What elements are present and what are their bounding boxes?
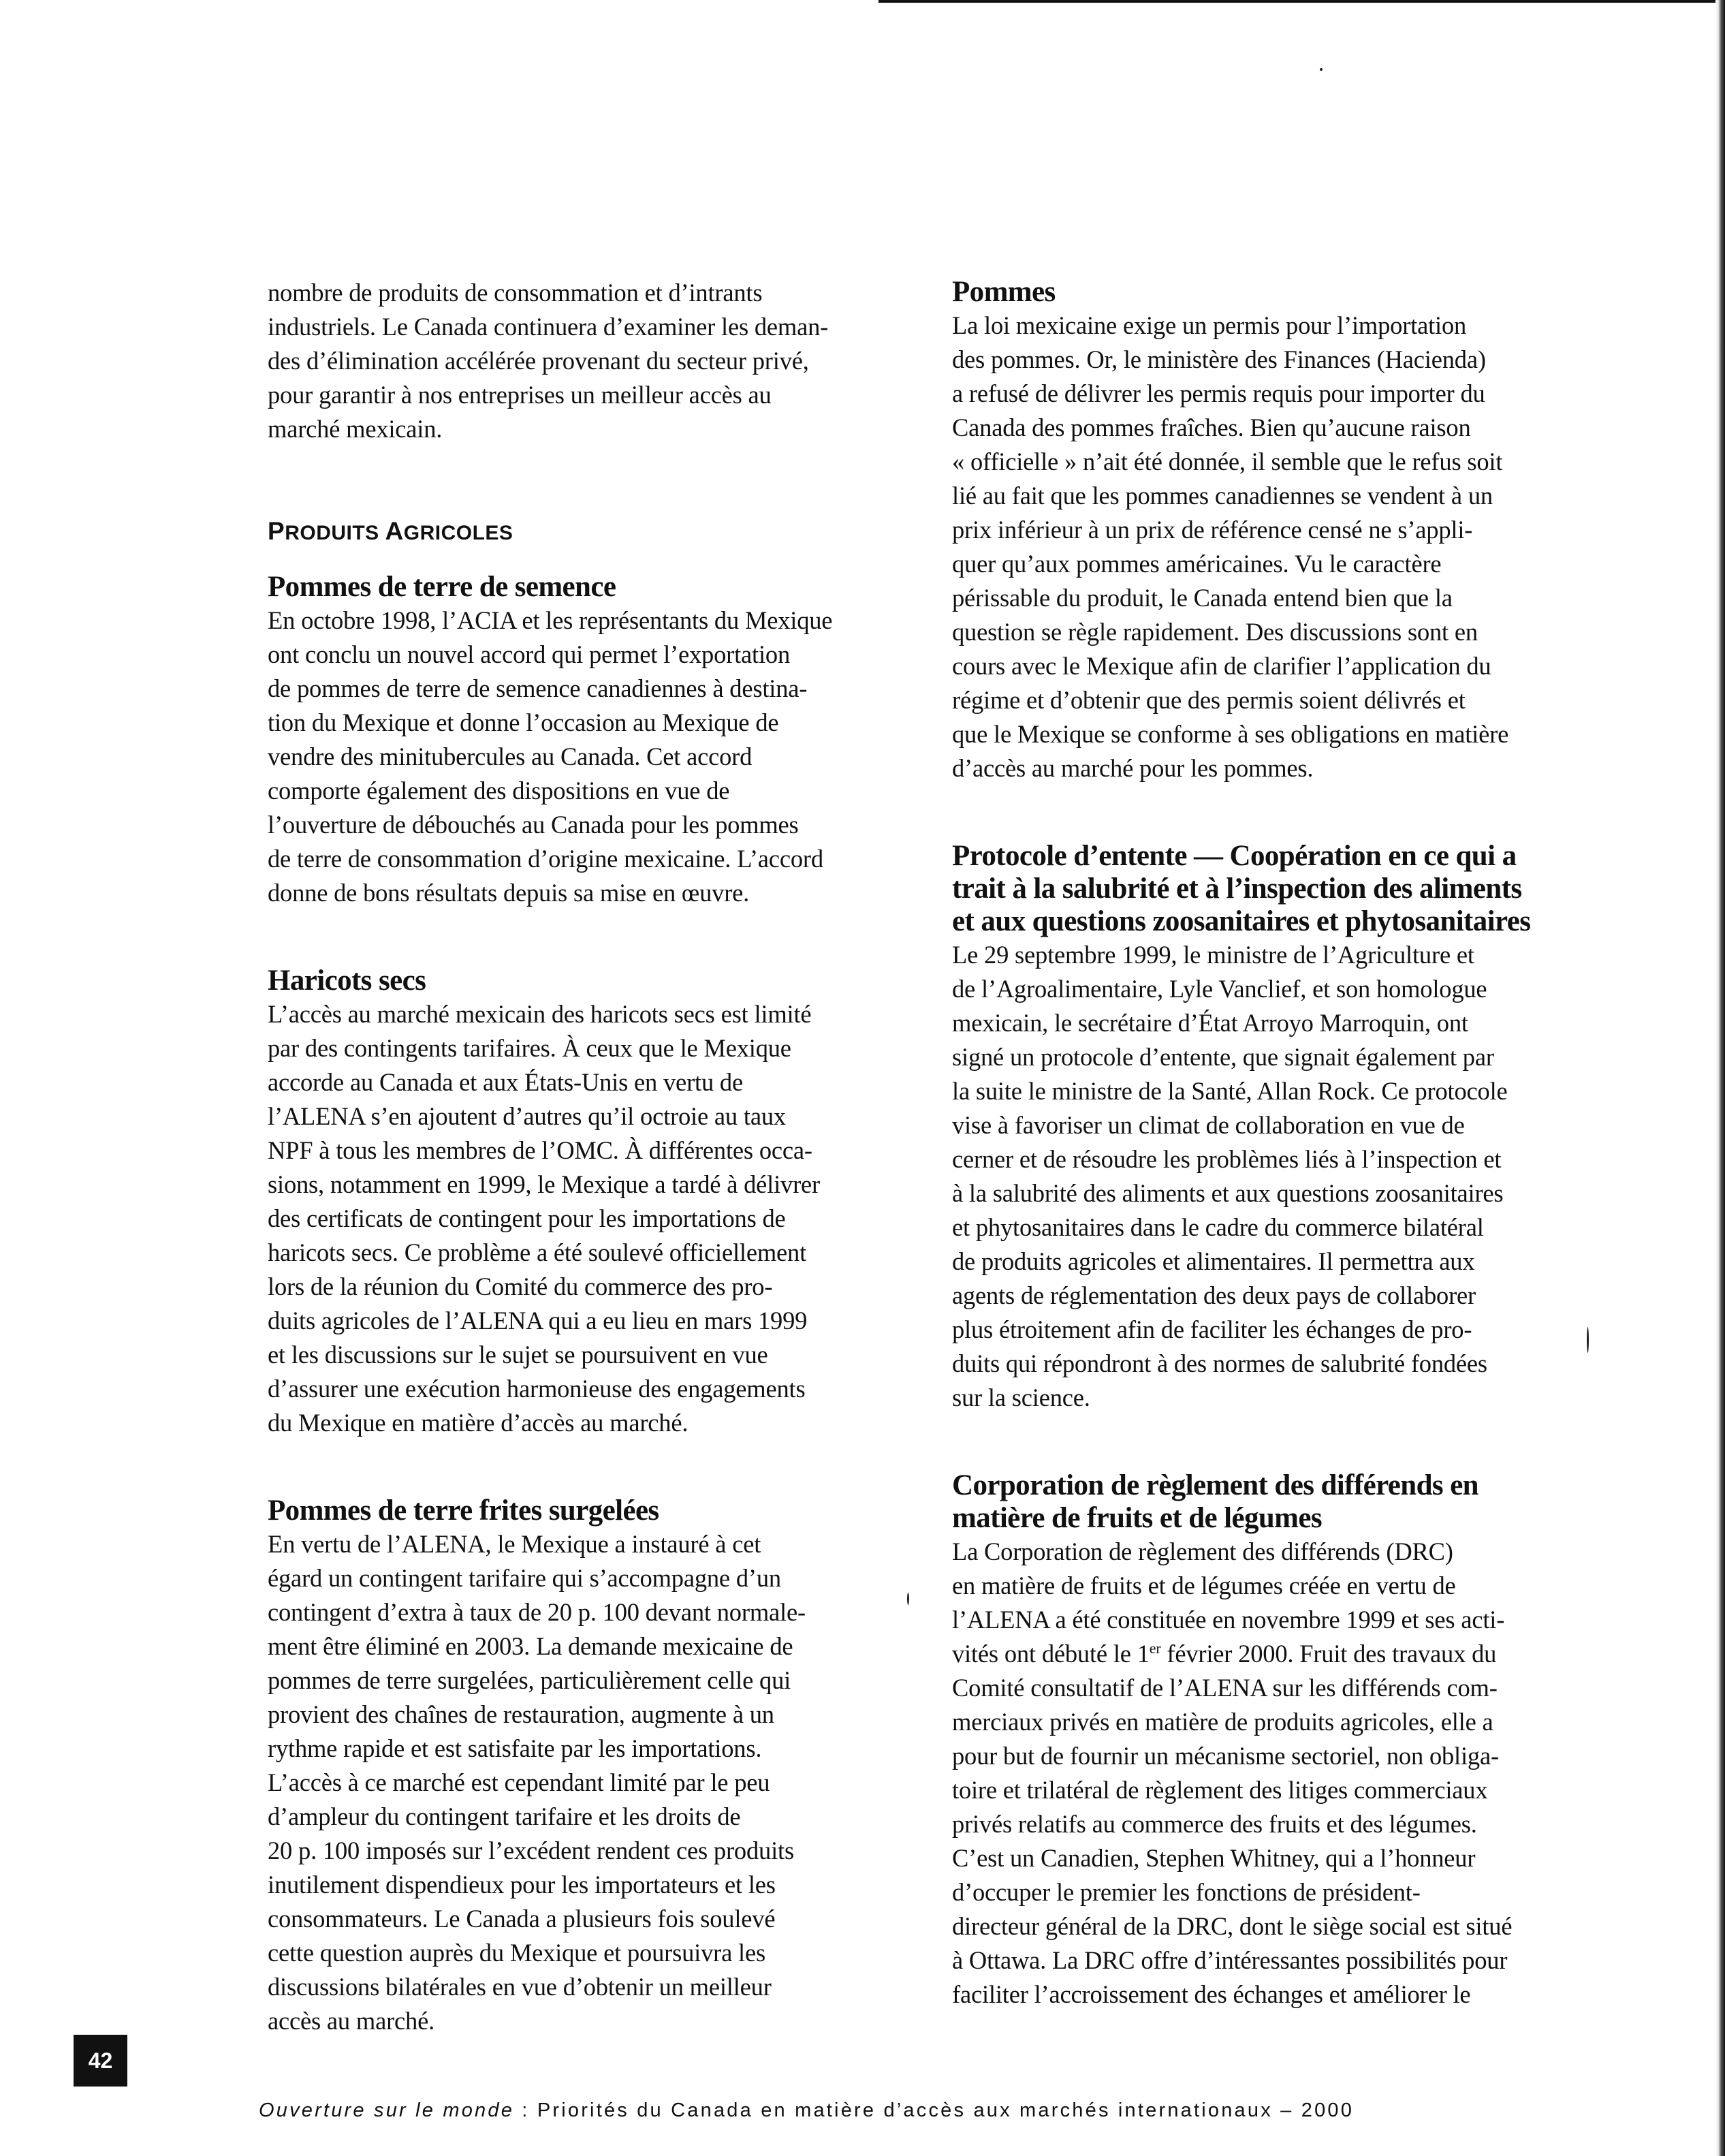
drc-paragraph: La Corporation de règlement des différends (DRC) en matière de fruits et de légumes créée en vertu de l’ALENA a été constituée en novembre 1999 et ses acti- vités ont débuté le 1er février 2000. Fruit des travaux du Comité consultatif de l’ALENA sur les différends com- merciaux privés en matière de produits agricoles, elle a pour but de fournir un mécanisme sectoriel, non obliga- toire et trilatéral de règlement des litiges commerciaux privés relatifs au commerce des fruits et des légumes. C’est un Canadien, Stephen Whitney, qui a l’honneur d’occuper le premier les fonctions de président- directeur général de la DRC, dont le siège social est situé à Ottawa. La DRC offre d’intéressantes possibilités pour faciliter l’accroissement des échanges et améliorer le <box>952 1537 1513 2008</box>
scan-edge <box>1715 0 1725 2156</box>
dry-beans-paragraph: L’accès au marché mexicain des haricots secs est limité par des contingents tarifaires. À ceux que le Mexique accorde au Canada et aux États-Unis en vertu de l’ALENA s’en ajoutent d’autres qu’il octroie au taux NPF à tous les membres de l’OMC. À différentes occa- sions, notamment en 1999, le Mexique a tardé à délivrer des certificats de contingent pour les importations de haricots secs. Ce problème a été soulevé officiellement lors de la réunion du Comité du commerce des pro- duits agricoles de l’ALENA qui a eu lieu en mars 1999 et les discussions sur le sujet se poursuivent en vue d’assurer une exécution harmonieuse des engagements du Mexique en matière d’accès au marché. <box>268 1000 821 1437</box>
apples-heading: Pommes <box>952 276 1056 308</box>
mou-heading: Protocole d’entente — Coopération en ce qui a trait à la salubrité et à l’inspection des aliments et aux questions zoosanitaires et phytosanitaires <box>952 840 1531 937</box>
drc-heading: Corporation de règlement des différends en matière de fruits et de légumes <box>952 1469 1478 1534</box>
right-column <box>952 276 1565 2012</box>
top-rule <box>879 0 1725 3</box>
intro-paragraph: nombre de produits de consommation et d’intrants industriels. Le Canada continuera d’examiner les deman- des d’élimination accélérée provenant du secteur privé, pour garantir à nos entreprises un meilleur accès au marché mexicain. <box>268 279 829 443</box>
frozen-fries-paragraph: En vertu de l’ALENA, le Mexique a instauré à cet égard un contingent tarifaire qui s’accompagne d’un contingent d’extra à taux de 20 p. 100 devant normale- ment être éliminé en 2003. La demande mexicaine de pommes de terre surgelées, particulièrement celle qui provient des chaînes de restauration, augmente à un rythme rapide et est satisfaite par les importations. L’accès à ce marché est cependant limité par le peu d’ampleur du contingent tarifaire et les droits de 20 p. 100 imposés sur l’excédent rendent ces produits inutilement dispendieux pour les importateurs et les consommateurs. Le Canada a plusieurs fois soulevé cette question auprès du Mexique et poursuivra les discussions bilatérales en vue d’obtenir un meilleur accès au marché. <box>268 1530 806 2035</box>
left-column <box>268 276 881 2038</box>
seed-potatoes-heading: Pommes de terre de semence <box>268 571 616 603</box>
section-heading-produits-agricoles: PRODUITS AGRICOLES <box>268 517 513 545</box>
scan-speck <box>1587 1327 1589 1353</box>
running-footer: Ouverture sur le monde : Priorités du Canada en matière d’accès aux marchés internationaux – 2000 <box>259 2099 1355 2121</box>
apples-paragraph: La loi mexicaine exige un permis pour l’importation des pommes. Or, le ministère des Finances (Hacienda) a refusé de délivrer les permis requis pour importer du Canada des pommes fraîches. Bien qu’aucune raison « officielle » n’ait été donnée, il semble que le refus soit lié au fait que les pommes canadiennes se vendent à un prix inférieur à un prix de référence censé ne s’appli- quer qu’aux pommes américaines. Vu le caractère périssable du produit, le Canada entend bien que la question se règle rapidement. Des discussions sont en cours avec le Mexique afin de clarifier l’application du régime et d’obtenir que des permis soient délivrés et que le Mexique se conforme à ses obligations en matière d’accès au marché pour les pommes. <box>952 311 1509 782</box>
page-number: 42 <box>74 2035 127 2087</box>
scan-speck <box>907 1593 909 1605</box>
frozen-fries-heading: Pommes de terre frites surgelées <box>268 1495 659 1527</box>
scan-speck <box>1320 68 1323 71</box>
dry-beans-heading: Haricots secs <box>268 965 426 997</box>
mou-paragraph: Le 29 septembre 1999, le ministre de l’Agriculture et de l’Agroalimentaire, Lyle Vanclief, et son homologue mexicain, le secrétaire d’État Arroyo Marroquin, ont signé un protocole d’entente, que signait également par la suite le ministre de la Santé, Allan Rock. Ce protocole vise à favoriser un climat de collaboration en vue de cerner et de résoudre les problèmes liés à l’inspection et à la salubrité des aliments et aux questions zoosanitaires et phytosanitaires dans le cadre du commerce bilatéral de produits agricoles et alimentaires. Il permettra aux agents de réglementation des deux pays de collaborer plus étroitement afin de faciliter les échanges de pro- duits qui répondront à des normes de salubrité fondées sur la science. <box>952 941 1508 1411</box>
seed-potatoes-paragraph: En octobre 1998, l’ACIA et les représentants du Mexique ont conclu un nouvel accord qui permet l’exportation de pommes de terre de semence canadiennes à destina- tion du Mexique et donne l’occasion au Mexique de vendre des minitubercules au Canada. Cet accord comporte également des dispositions en vue de l’ouverture de débouchés au Canada pour les pommes de terre de consommation d’origine mexicaine. L’accord donne de bons résultats depuis sa mise en œuvre. <box>268 606 833 907</box>
